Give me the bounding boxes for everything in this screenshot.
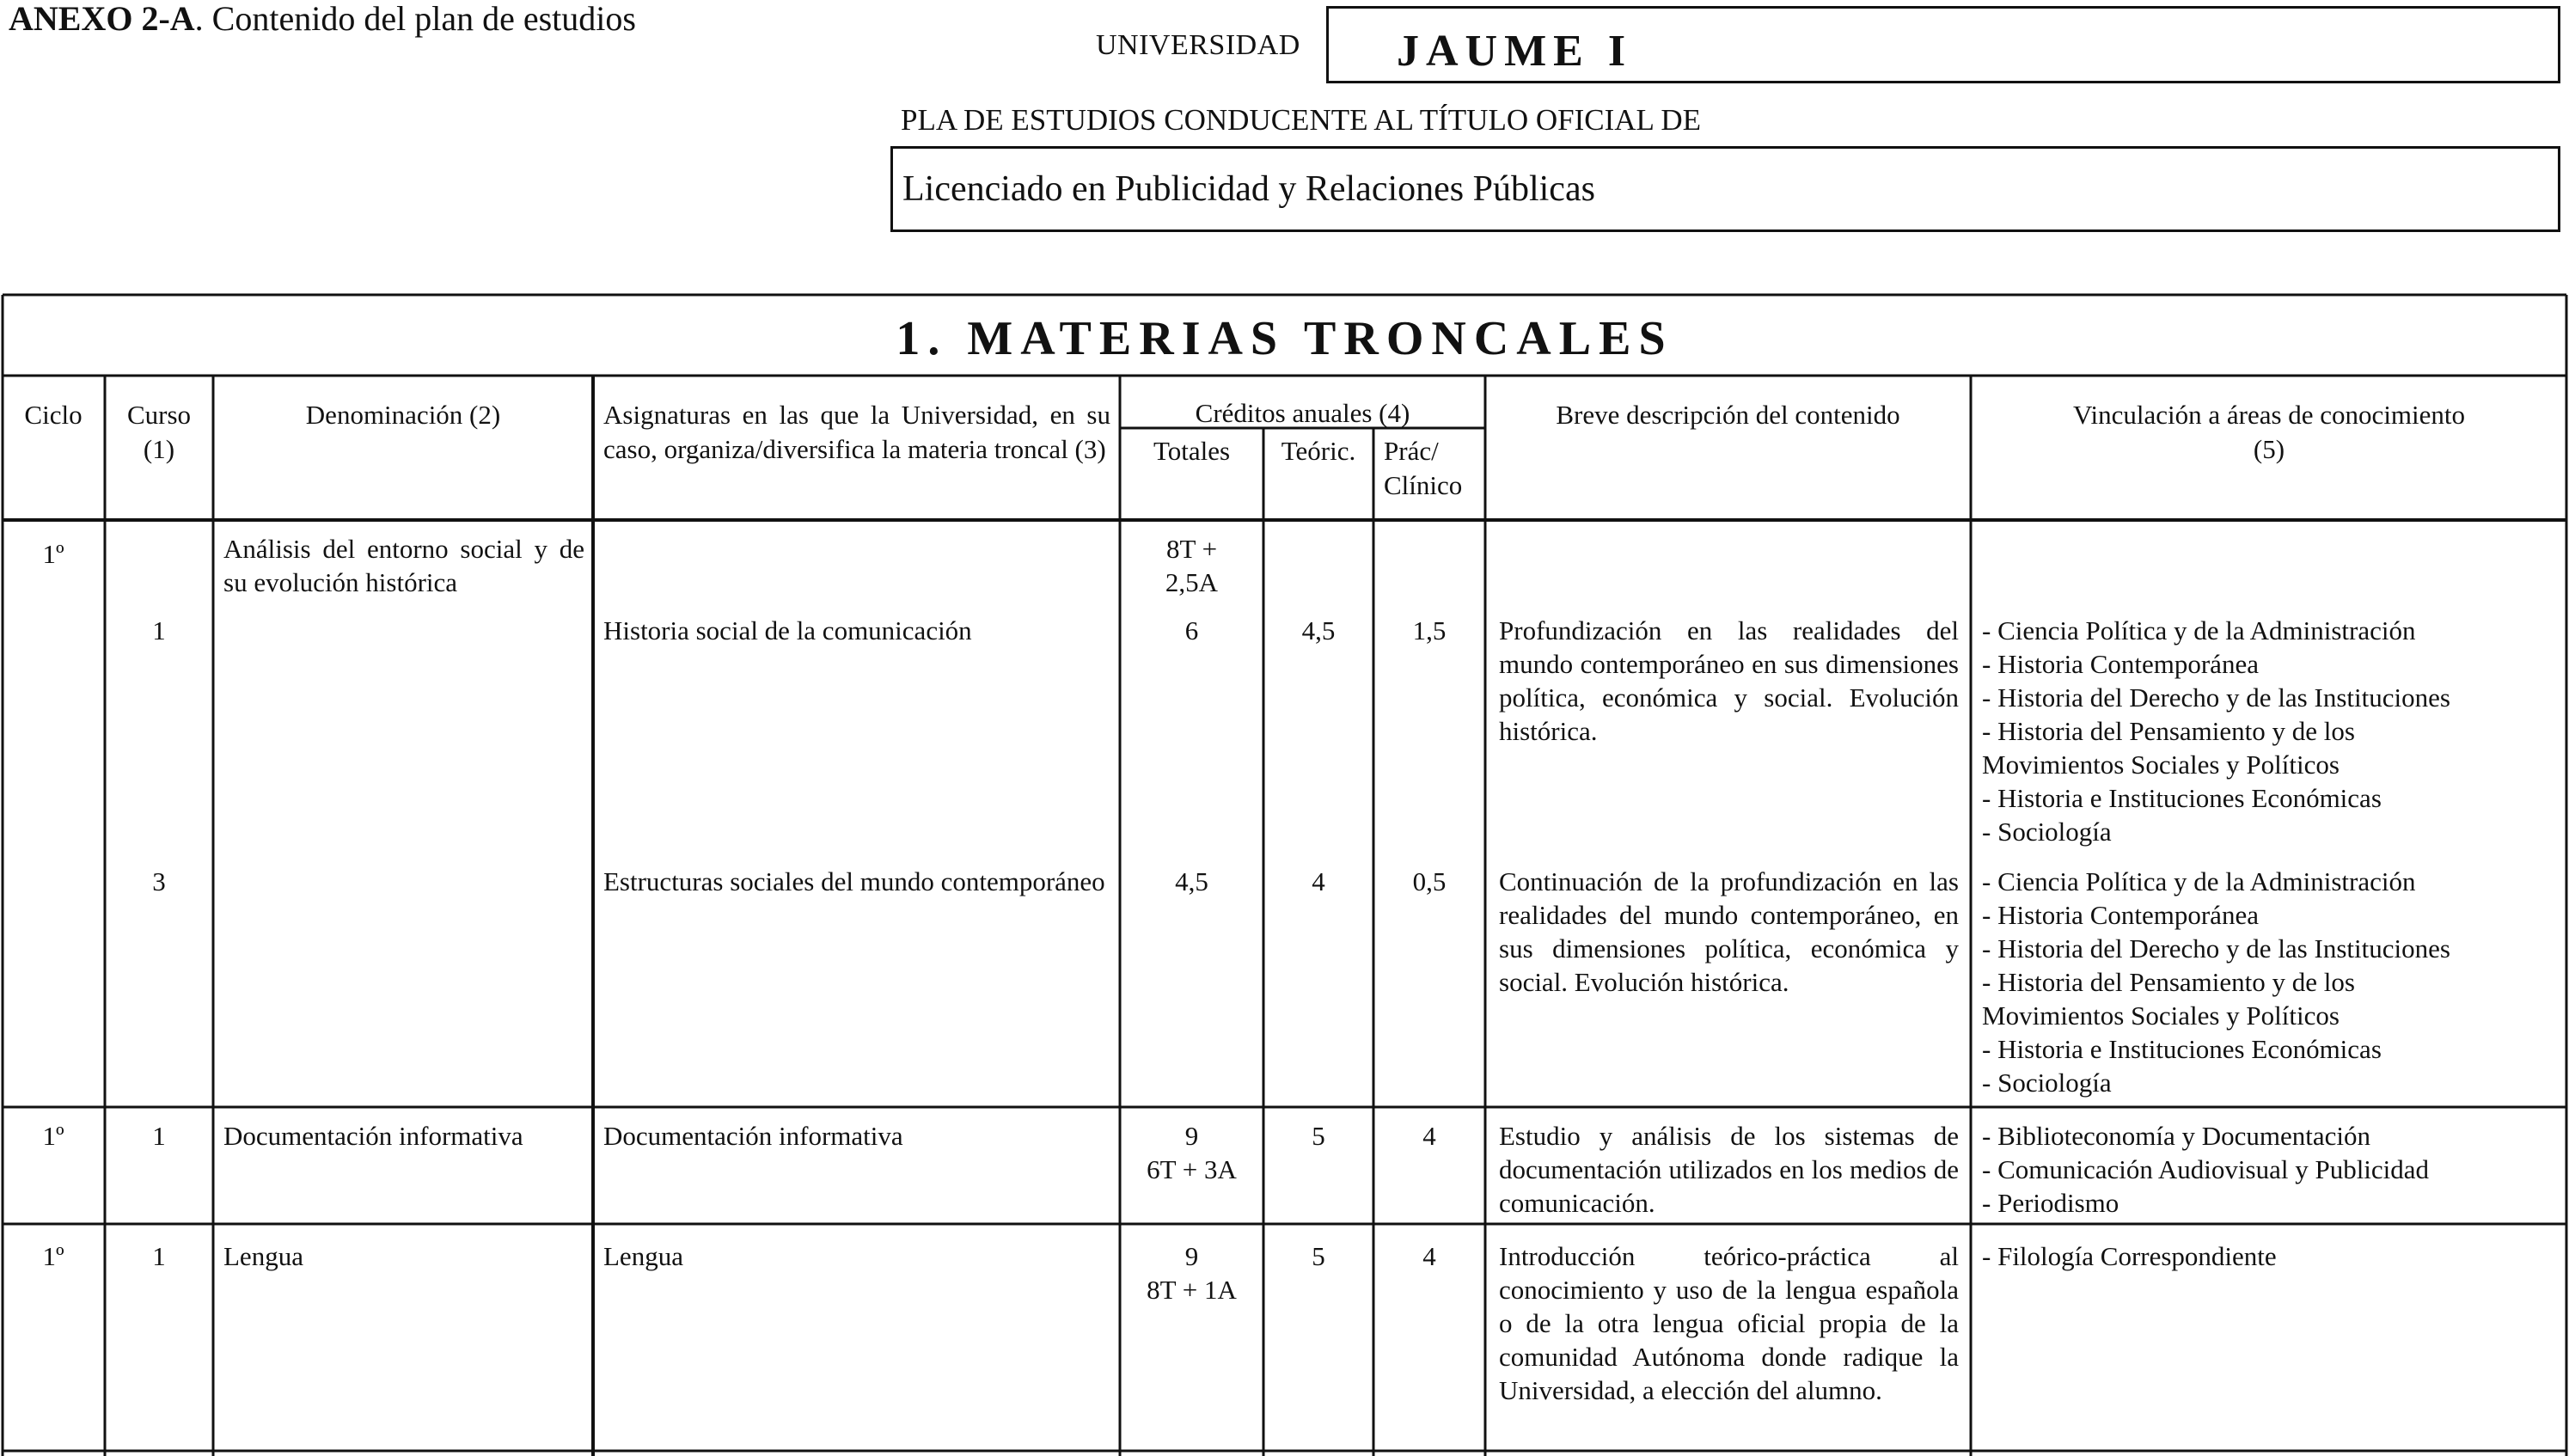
header-curso-label: Curso [126,400,192,430]
row2-curso: 1 [152,1121,166,1151]
row3-prac: 4 [1422,1241,1436,1271]
header-clinico: Clínico [1384,470,1463,500]
row2-denominacion: Documentación informativa [223,1121,523,1151]
row1b-descripcion: Continuación de la profundización en las realidades del mundo contemporáneo, en sus dimensiones política, económica y social. Evolución histórica. [1499,866,1959,997]
row1a-curso: 1 [152,615,166,645]
row2-totales [1122,1119,1261,1186]
header-denominacion: Denominación (2) [305,400,501,430]
header-curso [107,398,211,467]
row3-curso: 1 [152,1241,166,1271]
university-name: JAUME I [1397,27,1633,76]
row2-ciclo: 1º [42,1121,64,1151]
header-vinculacion [1973,398,2565,467]
header-vinculacion-note: (5) [2253,434,2285,464]
row1a-descripcion: Profundización en las realidades del mundo contemporáneo en sus dimensiones política, económica y social. Evolución histórica. [1499,615,1959,746]
row1b-asignatura: Estructuras sociales del mundo contemporáneo [603,866,1105,896]
area-item: - Sociología [1982,1068,2112,1098]
row1b-totales: 4,5 [1175,866,1208,896]
row3-descripcion: Introducción teórico-práctica al conocimiento y uso de la lengua española o de la otra lengua oficial propia de la comunidad Autónoma donde radique la Universidad, a elección del alumno. [1499,1241,1959,1405]
row2-teoric: 5 [1312,1121,1325,1151]
header-asignaturas: Asignaturas en las que la Universidad, en su caso, organiza/diversifica la materia troncal (3) [603,400,1110,464]
row1a-teoric: 4,5 [1301,615,1336,645]
row1-denominacion: Análisis del entorno social y de su evolución histórica [223,534,584,597]
degree-title: Licenciado en Publicidad y Relaciones Públicas [902,169,1595,209]
row1-totales-line2: 2,5A [1165,567,1219,597]
header-curso-note: (1) [143,434,175,464]
area-item: - Historia Contemporánea [1982,649,2259,679]
plan-label: PLA DE ESTUDIOS CONDUCENTE AL TÍTULO OFICIAL DE [901,103,1702,137]
header-prac-clinico [1384,434,1483,503]
area-item: - Ciencia Política y de la Administración [1982,866,2416,896]
row2-totales-line1: 9 [1184,1121,1199,1151]
row3-totales-line2: 8T + 1A [1147,1275,1237,1305]
annex-label: ANEXO 2-A [9,0,195,38]
header-totales: Totales [1153,436,1231,466]
annex-description: . Contenido del plan de estudios [194,0,636,38]
row3-teoric: 5 [1312,1241,1325,1271]
row1-totales-line1: 8T + [1165,534,1218,564]
row1a-asignatura: Historia social de la comunicación [603,615,972,645]
row1b-prac: 0,5 [1412,866,1447,896]
area-item: - Historia Contemporánea [1982,900,2259,930]
row2-totales-line2: 6T + 3A [1147,1154,1237,1184]
area-item: - Historia del Pensamiento y de los [1982,716,2355,746]
area-item: - Historia e Instituciones Económicas [1982,1034,2382,1064]
area-item: Movimientos Sociales y Políticos [1982,749,2340,780]
row1b-curso: 3 [152,866,166,896]
section-title: 1. MATERIAS TRONCALES [896,312,1673,365]
area-item: - Filología Correspondiente [1982,1241,2277,1271]
row3-totales [1122,1239,1261,1306]
header-prac: Prác/ [1384,436,1439,466]
area-item: - Historia del Derecho y de las Instituciones [1982,682,2450,713]
header-ciclo: Ciclo [24,400,83,430]
row1-ciclo: 1º [42,539,64,569]
row3-ciclo: 1º [42,1241,64,1271]
row3-asignatura: Lengua [603,1241,683,1271]
header-teoric: Teóric. [1281,436,1356,466]
row1-totales-combined [1122,532,1261,599]
area-item: - Historia e Instituciones Económicas [1982,783,2382,813]
area-item: - Historia del Pensamiento y de los [1982,967,2355,997]
row2-descripcion: Estudio y análisis de los sistemas de documentación utilizados en los medios de comunicación. [1499,1121,1959,1218]
row2-asignatura: Documentación informativa [603,1121,903,1151]
header-descripcion: Breve descripción del contenido [1556,400,1900,430]
university-label: UNIVERSIDAD [1096,29,1300,61]
row3-denominacion: Lengua [223,1241,303,1271]
row3-totales-line1: 9 [1184,1241,1199,1271]
area-item: - Biblioteconomía y Documentación [1982,1121,2370,1151]
header-vinculacion-label: Vinculación a áreas de conocimiento [2072,400,2466,430]
header-creditos: Créditos anuales (4) [1195,398,1410,428]
area-item: - Periodismo [1982,1188,2119,1218]
row1a-totales: 6 [1184,615,1199,645]
area-item: - Ciencia Política y de la Administración [1982,615,2416,645]
row1a-areas [1982,614,2558,848]
row2-areas [1982,1119,2558,1220]
row3-areas [1982,1239,2558,1273]
row1a-prac: 1,5 [1412,615,1447,645]
area-item: Movimientos Sociales y Políticos [1982,1000,2340,1031]
row1b-teoric: 4 [1312,866,1325,896]
row2-prac: 4 [1422,1121,1436,1151]
row1b-areas [1982,865,2558,1099]
area-item: - Historia del Derecho y de las Instituciones [1982,933,2450,964]
area-item: - Sociología [1982,817,2112,847]
area-item: - Comunicación Audiovisual y Publicidad [1982,1154,2430,1184]
